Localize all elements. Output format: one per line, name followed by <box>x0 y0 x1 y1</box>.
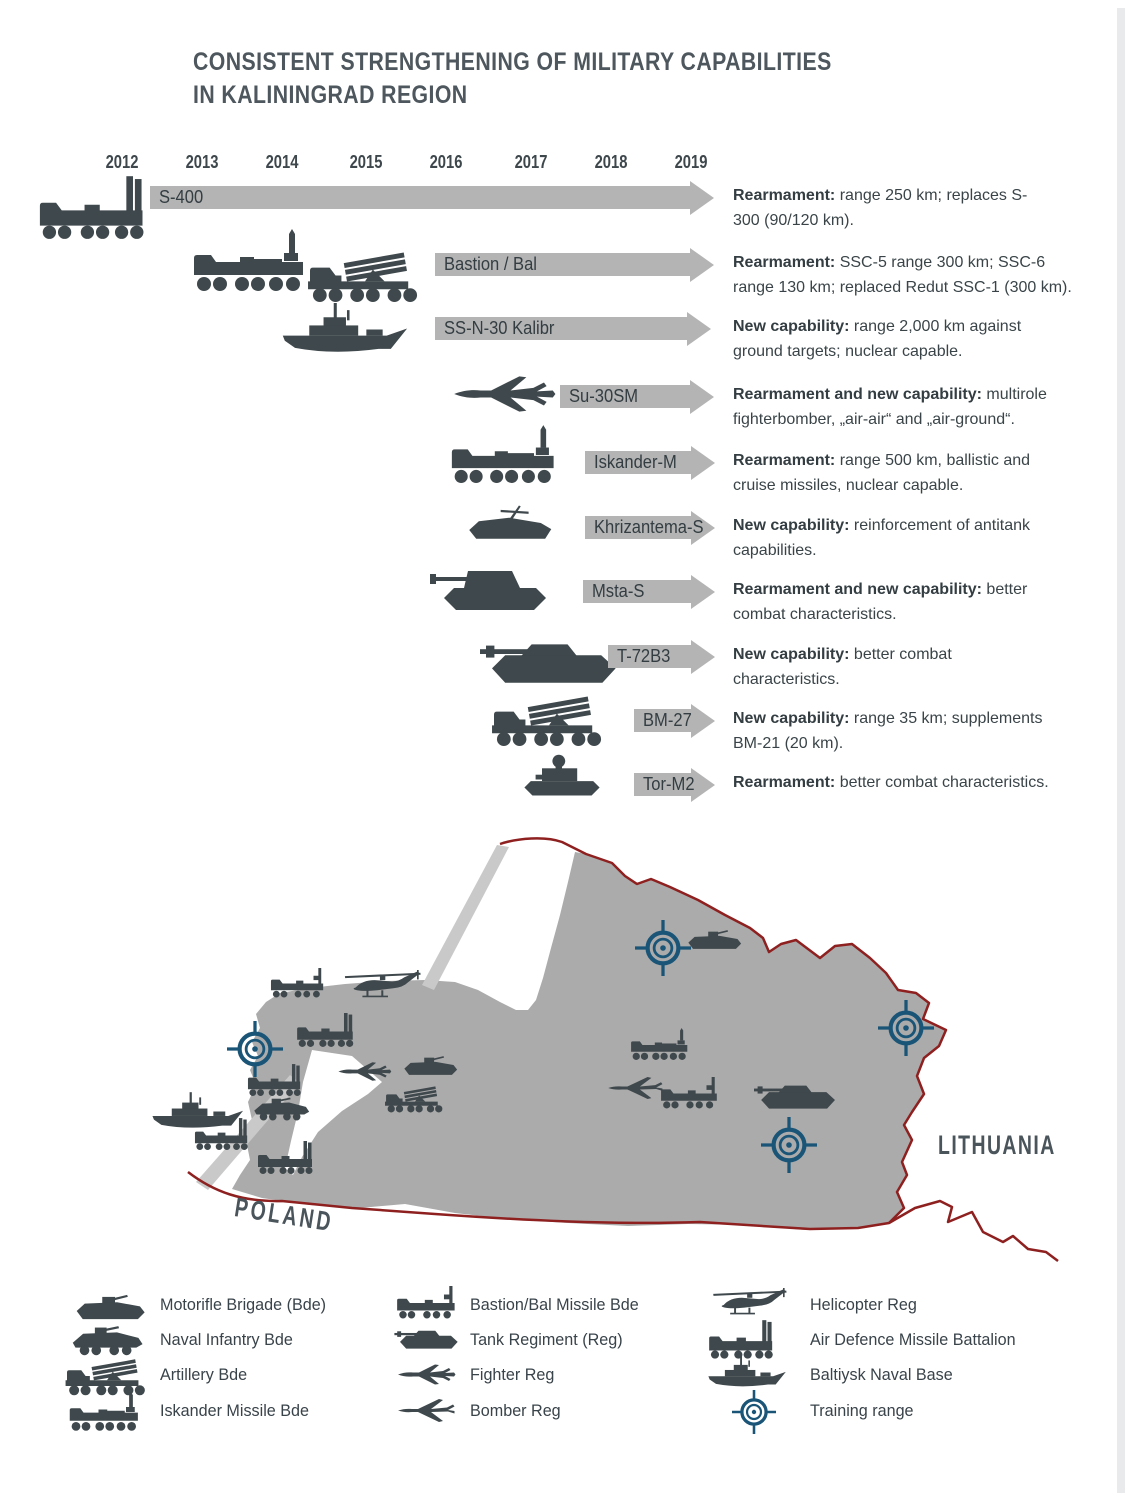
helicopter-reg-icon <box>710 1288 796 1318</box>
mlrs-icon <box>490 692 608 747</box>
baltiysk-naval-base-icon <box>152 1092 243 1127</box>
timeline-arrow-bastion-bal <box>435 253 690 276</box>
tor-sam-icon <box>518 752 606 799</box>
year-label: 2014 <box>265 152 299 172</box>
training-range-icon <box>732 1390 776 1434</box>
iskander-missile-bde-icon <box>68 1392 144 1432</box>
title-line1: CONSISTENT STRENGTHENING OF MILITARY CAPABILITIES <box>193 48 832 76</box>
weapon-label: Iskander-M <box>594 452 677 472</box>
iskander-launcher-icon <box>450 425 562 485</box>
description-lead: Rearmament: <box>733 452 836 469</box>
legend-label: Motorifle Brigade (Bde) <box>160 1295 327 1314</box>
description-text: better combat characteristics. <box>835 774 1049 791</box>
description-text: better combat characteristics. <box>733 581 1028 623</box>
weapon-description <box>733 771 1125 796</box>
description-text: range 500 km, ballistic and cruise missiles, nuclear capable. <box>733 452 1031 494</box>
legend-label: Artillery Bde <box>160 1365 248 1384</box>
description-text: range 35 km; supplements BM-21 (20 km). <box>733 710 1043 752</box>
timeline-arrow-iskander <box>585 451 691 474</box>
legend-label: Bastion/Bal Missile Bde <box>470 1295 639 1314</box>
tank-regiment-icon <box>394 1324 462 1352</box>
description-text: reinforcement of antitank capabilities. <box>733 517 1031 559</box>
legend-label: Helicopter Reg <box>810 1295 917 1314</box>
weapon-description <box>733 449 1063 498</box>
map-canvas <box>0 830 1125 1275</box>
weapon-description <box>733 514 1058 563</box>
timeline-arrow-khrizantema <box>585 516 704 539</box>
weapon-description <box>733 707 1063 756</box>
timeline-arrow-torm2 <box>634 773 695 796</box>
bal-launcher-icon <box>306 248 424 303</box>
howitzer-icon <box>430 562 560 614</box>
weapon-label: Msta-S <box>592 581 645 601</box>
kaliningrad-map <box>0 830 1125 1275</box>
description-lead: Rearmament: <box>733 187 836 204</box>
legend-label: Tank Regiment (Reg) <box>470 1330 623 1349</box>
poland-lithuania-border <box>889 1201 1058 1261</box>
title-line2: IN KALININGRAD REGION <box>193 81 468 109</box>
legend-label: Fighter Reg <box>470 1365 555 1384</box>
year-label: 2017 <box>514 152 548 172</box>
legend-label: Baltiysk Naval Base <box>810 1365 953 1384</box>
weapon-label: Bastion / Bal <box>444 254 537 274</box>
legend-label: Iskander Missile Bde <box>160 1401 310 1420</box>
legend-label: Naval Infantry Bde <box>160 1330 293 1349</box>
weapon-description <box>733 315 1063 364</box>
description-text: multirole fighterbomber, „air-air“ and „air-ground“. <box>733 386 1047 428</box>
year-label: 2013 <box>185 152 219 172</box>
fighter-reg-icon <box>398 1362 458 1387</box>
fighter-jet-icon <box>454 372 560 416</box>
weapon-label: BM-27 <box>643 710 692 730</box>
legend-label: Training range <box>810 1401 914 1420</box>
year-label: 2015 <box>349 152 383 172</box>
weapon-label: Tor-M2 <box>643 774 695 794</box>
description-lead: Rearmament and new capability: <box>733 581 982 598</box>
weapon-label: Su-30SM <box>569 386 639 406</box>
bomber-reg-icon <box>398 1398 458 1423</box>
description-text: range 250 km; replaces S-300 (90/120 km). <box>733 187 1028 229</box>
description-text: better combat characteristics. <box>733 646 952 688</box>
tank-icon <box>480 630 624 690</box>
weapon-description <box>733 643 988 692</box>
bastion-tel-icon <box>192 229 312 293</box>
description-lead: Rearmament: <box>733 254 836 271</box>
year-label: 2019 <box>674 152 708 172</box>
corvette-icon <box>276 303 420 356</box>
lithuania-label: LITHUANIA <box>938 1130 1056 1160</box>
page-title <box>193 46 832 112</box>
description-lead: Rearmament and new capability: <box>733 386 982 403</box>
year-label: 2016 <box>429 152 463 172</box>
timeline-arrow-bm27 <box>634 709 691 732</box>
description-text: SSC-5 range 300 km; SSC-6 range 130 km; replaced Redut SSC-1 (300 km). <box>733 254 1072 296</box>
weapon-label: S-400 <box>159 187 204 207</box>
timeline-arrow-su30sm <box>560 385 690 408</box>
bastion-bal-missile-bde-icon <box>396 1286 460 1319</box>
description-lead: New capability: <box>733 318 850 335</box>
curonian-spit <box>422 845 509 990</box>
weapon-description <box>733 184 1043 233</box>
s400-launcher-icon <box>38 176 152 241</box>
weapon-label: SS-N-30 Kalibr <box>444 318 555 338</box>
weapon-description <box>733 578 1063 627</box>
weapon-description <box>733 251 1078 300</box>
poland-label: POLAND <box>232 1192 336 1238</box>
year-label: 2012 <box>105 152 139 172</box>
legend-label: Bomber Reg <box>470 1401 561 1420</box>
page-edge <box>1117 8 1125 1493</box>
air-defence-battalion-icon <box>708 1320 778 1360</box>
timeline-arrow-msta <box>583 580 691 603</box>
khrizantema-vehicle-icon <box>464 502 560 544</box>
artillery-bde-icon <box>64 1356 150 1396</box>
motorifle-brigade-icon <box>74 1292 148 1322</box>
baltiysk-naval-base-icon <box>704 1356 794 1389</box>
year-label: 2018 <box>594 152 628 172</box>
timeline-arrow-s400 <box>150 186 690 209</box>
weapon-description <box>733 383 1068 432</box>
description-lead: New capability: <box>733 646 850 663</box>
description-lead: New capability: <box>733 710 850 727</box>
weapon-label: Khrizantema-S <box>594 517 704 537</box>
description-lead: New capability: <box>733 517 850 534</box>
description-text: range 2,000 km against ground targets; nuclear capable. <box>733 318 1022 360</box>
timeline-arrow-t72b3 <box>608 645 691 668</box>
naval-infantry-bde-icon <box>70 1324 146 1356</box>
weapon-label: T-72B3 <box>617 646 671 666</box>
bastion-bal-missile-bde-icon <box>271 968 323 997</box>
legend-label: Air Defence Missile Battalion <box>810 1330 1016 1349</box>
description-lead: Rearmament: <box>733 774 836 791</box>
timeline-arrow-kalibr <box>435 317 687 340</box>
